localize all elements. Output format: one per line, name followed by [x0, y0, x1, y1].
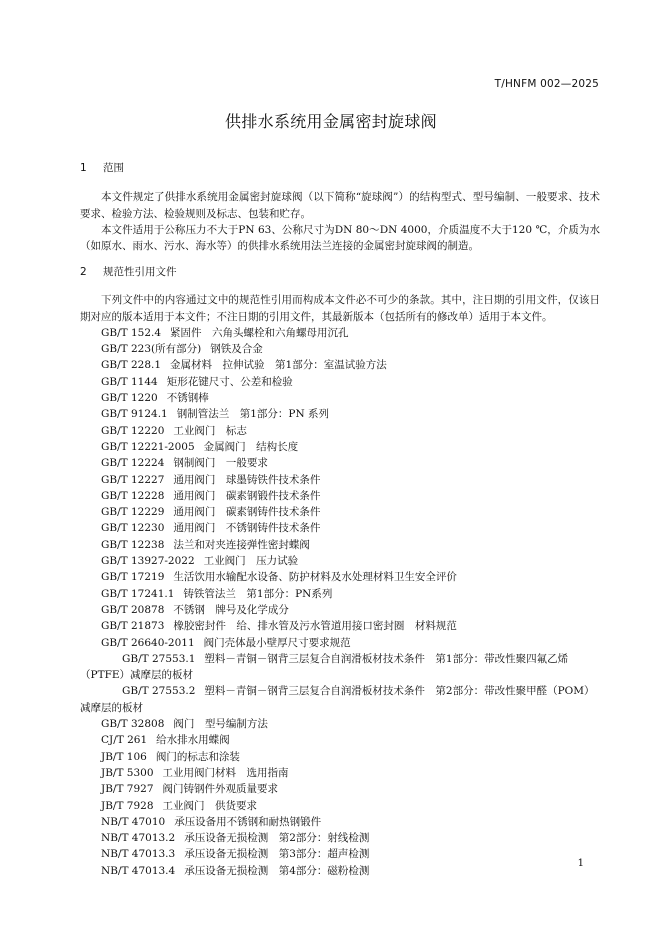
reference-title: 钢制管法兰 第1部分：PN 系列	[176, 408, 330, 421]
reference-item	[80, 651, 600, 684]
reference-code: GB/T 152.4	[101, 326, 162, 339]
reference-item	[80, 423, 600, 439]
reference-title: 工业阀门 供货要求	[162, 799, 258, 812]
reference-item	[80, 781, 600, 797]
reference-item	[80, 765, 600, 781]
reference-code: GB/T 12229	[101, 506, 165, 519]
page-number: 1	[577, 858, 584, 869]
reference-item	[80, 569, 600, 585]
reference-title: 阀门铸钢件外观质量要求	[162, 783, 279, 796]
reference-title: 阀门 型号编制方法	[173, 718, 268, 731]
reference-item	[80, 488, 600, 504]
reference-code: GB/T 13927-2022	[101, 555, 195, 568]
reference-title: 不锈钢棒	[166, 392, 209, 405]
reference-code: GB/T 20878	[101, 603, 165, 616]
reference-code: JB/T 7928	[101, 799, 154, 812]
reference-item	[80, 390, 600, 406]
reference-item	[80, 814, 600, 830]
paragraph: 下列文件中的内容通过文中的规范性引用而构成本文件必不可少的条款。其中，注日期的引用文件，仅该日期对应的版本适用于本文件；不注日期的引用文件，其最新版本（包括所有的修改单）适用于本文件。	[80, 294, 600, 323]
reference-title: 承压设备无损检测 第2部分：射线检测	[184, 832, 370, 845]
reference-code: JB/T 5300	[101, 766, 154, 779]
section-number: 2	[80, 266, 87, 278]
reference-item	[80, 798, 600, 814]
reference-title: 通用阀门 不锈钢铸件技术条件	[173, 522, 321, 535]
reference-code: GB/T 21873	[101, 620, 165, 633]
reference-code: JB/T 106	[101, 750, 147, 763]
reference-title: 钢铁及合金	[210, 343, 263, 356]
reference-title: 阀门的标志和涂装	[155, 750, 240, 763]
reference-code: GB/T 26640-2011	[101, 636, 195, 649]
reference-item	[80, 374, 600, 390]
reference-title: 工业阀门 标志	[173, 424, 247, 437]
reference-item	[80, 553, 600, 569]
reference-code: GB/T 32808	[101, 718, 165, 731]
reference-code: GB/T 27553.2	[122, 685, 196, 698]
reference-item	[80, 520, 600, 536]
reference-list	[80, 325, 600, 879]
reference-item	[80, 618, 600, 634]
reference-code: GB/T 12230	[101, 522, 165, 535]
reference-title: 矩形花键尺寸、公差和检验	[166, 375, 293, 388]
reference-title: 塑料－青铜－钢背三层复合自润滑板材技术条件 第1部分：带改性聚四氟乙烯（PTFE）减摩层的板材	[80, 652, 569, 682]
reference-item	[80, 439, 600, 455]
reference-item	[80, 472, 600, 488]
reference-code: GB/T 17219	[101, 571, 165, 584]
section-normative-references	[80, 264, 600, 879]
document-title: 供排水系统用金属密封旋球阀	[225, 112, 437, 131]
reference-code: NB/T 47013.4	[101, 864, 176, 877]
reference-title: 工业用阀门材料 选用指南	[162, 766, 289, 779]
reference-item	[80, 602, 600, 618]
reference-title: 通用阀门 碳素钢锻件技术条件	[173, 489, 321, 502]
reference-title: 钢制阀门 一般要求	[173, 457, 268, 470]
reference-code: NB/T 47013.3	[101, 848, 176, 861]
section-heading	[80, 264, 600, 280]
reference-item	[80, 846, 600, 862]
reference-item	[80, 455, 600, 471]
reference-title: 承压设备用不锈钢和耐热钢锻件	[174, 815, 322, 828]
reference-item	[80, 406, 600, 422]
section-title: 规范性引用文件	[103, 266, 177, 278]
reference-title: 塑料－青铜－钢背三层复合自润滑板材技术条件 第2部分：带改性聚甲醛（POM）减摩层的板材	[80, 685, 595, 714]
reference-title: 通用阀门 球墨铸铁件技术条件	[173, 473, 321, 486]
reference-code: GB/T 228.1	[101, 359, 162, 372]
reference-code: GB/T 12227	[101, 473, 165, 486]
reference-item	[80, 683, 600, 716]
reference-code: GB/T 12228	[101, 489, 165, 502]
reference-code: GB/T 12238	[101, 538, 165, 551]
reference-item	[80, 732, 600, 748]
reference-code: NB/T 47010	[101, 815, 166, 828]
reference-code: GB/T 27553.1	[122, 652, 196, 665]
reference-title: 阀门壳体最小壁厚尺寸要求规范	[203, 636, 351, 649]
reference-code: NB/T 47013.2	[101, 832, 176, 845]
reference-code: GB/T 12221-2005	[101, 440, 195, 453]
section-number: 1	[80, 162, 87, 174]
reference-code: CJ/T 261	[101, 734, 148, 747]
reference-title: 金属材料 拉伸试验 第1部分：室温试验方法	[170, 359, 387, 372]
reference-title: 通用阀门 碳素钢铸件技术条件	[173, 506, 321, 519]
reference-code: GB/T 17241.1	[101, 587, 175, 600]
reference-item	[80, 749, 600, 765]
reference-title: 紧固件 六角头螺栓和六角螺母用沉孔	[170, 326, 349, 339]
reference-item	[80, 716, 600, 732]
reference-title: 金属阀门 结构长度	[203, 440, 299, 453]
reference-code: GB/T 1220	[101, 392, 158, 405]
reference-code: GB/T 12224	[101, 457, 165, 470]
document-code: T/HNFM 002—2025	[494, 78, 599, 90]
reference-title: 法兰和对夹连接弹性密封蝶阀	[173, 538, 310, 551]
reference-item	[80, 325, 600, 341]
reference-title: 橡胶密封件 给、排水管及污水管道用接口密封圈 材料规范	[173, 620, 457, 633]
reference-title: 不锈钢 牌号及化学成分	[173, 603, 289, 616]
reference-item	[80, 504, 600, 520]
section-scope	[80, 160, 600, 254]
reference-title: 工业阀门 压力试验	[203, 555, 299, 568]
reference-title: 铸铁管法兰 第1部分：PN系列	[183, 587, 333, 600]
reference-code: GB/T 12220	[101, 424, 165, 437]
reference-item	[80, 586, 600, 602]
reference-code: GB/T 223(所有部分)	[101, 343, 202, 356]
paragraph: 本文件规定了供排水系统用金属密封旋球阀（以下简称“旋球阀”）的结构型式、型号编制、一般要求、技术要求、检验方法、检验规则及标志、包装和贮存。	[80, 191, 600, 220]
reference-item	[80, 357, 600, 373]
section-title: 范围	[103, 162, 124, 174]
reference-code: GB/T 9124.1	[101, 408, 168, 421]
reference-title: 承压设备无损检测 第3部分：超声检测	[184, 848, 370, 861]
reference-title: 生活饮用水输配水设备、防护材料及水处理材料卫生安全评价	[173, 571, 457, 584]
paragraph: 本文件适用于公称压力不大于PN 63、公称尺寸为DN 80～DN 4000，介质温度不大于120 ℃，介质为水（如原水、雨水、污水、海水等）的供排水系统用法兰连接的金属密封旋球阀的制造。	[80, 223, 600, 253]
reference-code: JB/T 7927	[101, 783, 154, 796]
reference-item	[80, 341, 600, 357]
reference-title: 给水排水用蝶阀	[156, 734, 230, 747]
section-heading	[80, 160, 600, 176]
reference-item	[80, 537, 600, 553]
reference-item	[80, 635, 600, 651]
reference-item	[80, 863, 600, 879]
reference-item	[80, 830, 600, 846]
reference-title: 承压设备无损检测 第4部分：磁粉检测	[184, 864, 370, 877]
reference-code: GB/T 1144	[101, 375, 158, 388]
